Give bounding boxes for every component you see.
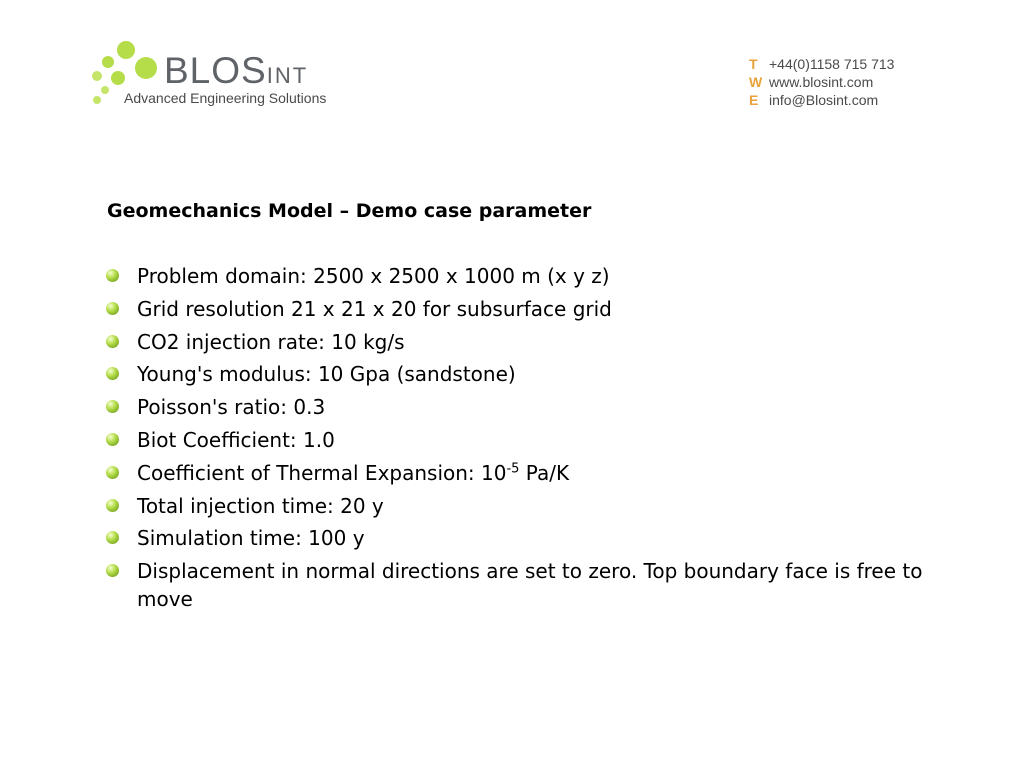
page-title: Geomechanics Model – Demo case parameter [107,200,592,222]
list-item-text: Poisson's ratio: 0.3 [137,395,326,420]
contact-email [749,91,894,109]
list-item-text: Displacement in normal directions are set to zero. Top boundary face is free to move [137,559,923,611]
list-item [106,329,976,357]
list-item-unit: Pa/K [519,460,570,485]
phone-number: +44(0)1158 715 713 [769,56,895,72]
list-item-text: Young's modulus: 10 Gpa (sandstone) [137,362,516,387]
green-sphere-bullet-icon [106,400,119,413]
contact-phone [749,55,894,73]
tagline: Advanced Engineering Solutions [124,90,327,106]
exponent: -5 [506,461,520,477]
list-item [106,361,976,389]
list-item-text: CO2 injection rate: 10 kg/s [137,329,405,354]
contact-block [749,55,894,109]
green-sphere-bullet-icon [106,466,119,479]
list-item [106,525,976,553]
contact-key: W [749,74,763,90]
list-item-text: Total injection time: 20 y [137,493,384,518]
list-item-text: Biot Coefficient: 1.0 [137,427,335,452]
list-item-text: Problem domain: 2500 x 2500 x 1000 m (x y z) [137,264,610,288]
contact-web [749,73,894,91]
brand-name [164,52,308,94]
parameter-list [106,263,976,618]
brand-suffix: INT [266,63,309,88]
email-link[interactable]: info@Blosint.com [769,92,879,108]
brand-main: BLOS [164,50,267,91]
list-item [106,558,976,613]
list-item-text: Simulation time: 100 y [137,526,365,551]
green-sphere-bullet-icon [106,433,119,446]
green-sphere-bullet-icon [106,564,119,577]
list-item [106,394,976,422]
list-item-text: Grid resolution 21 x 21 x 20 for subsurface grid [137,296,612,321]
green-sphere-bullet-icon [106,269,119,282]
green-sphere-bullet-icon [106,335,119,348]
list-item [106,263,976,291]
contact-key: T [749,56,758,72]
list-item [106,296,976,324]
list-item [106,460,976,488]
green-sphere-bullet-icon [106,499,119,512]
green-sphere-bullet-icon [106,367,119,380]
contact-key: E [749,92,759,108]
green-sphere-bullet-icon [106,531,119,544]
company-logo [88,38,368,110]
list-item [106,427,976,455]
list-item [106,493,976,521]
green-sphere-bullet-icon [106,302,119,315]
list-item-text: Coefficient of Thermal Expansion: 10 [137,460,507,485]
website-link[interactable]: www.blosint.com [769,74,874,90]
